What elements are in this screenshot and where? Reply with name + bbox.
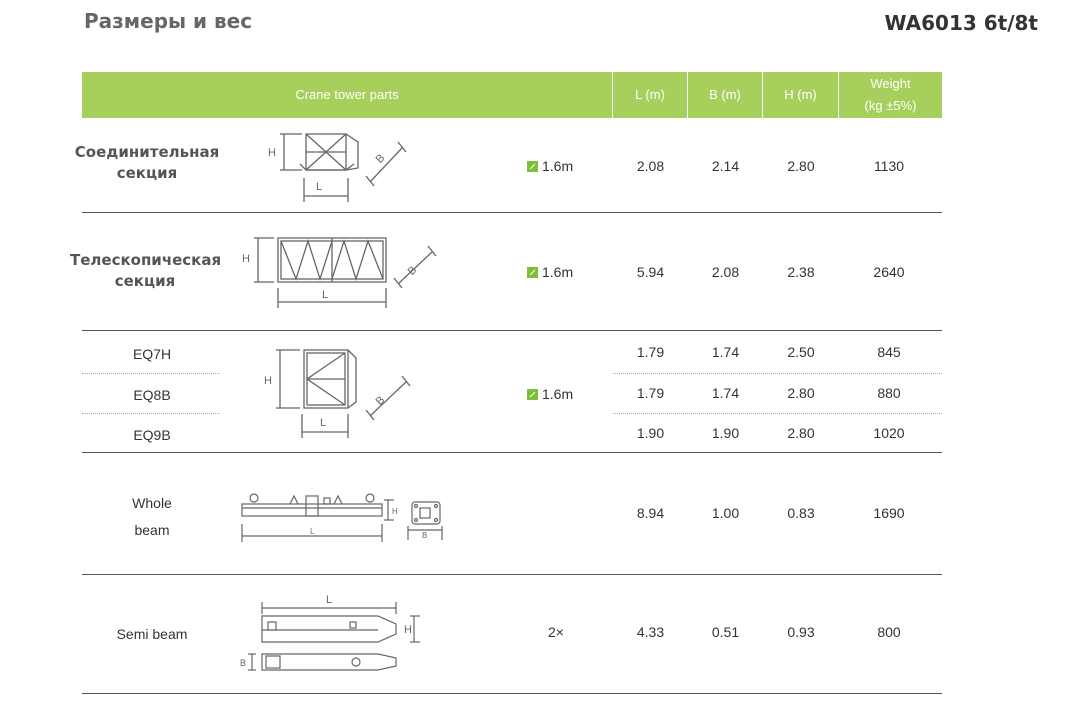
quantity-value: 1.6m	[542, 386, 574, 402]
quantity	[527, 158, 573, 174]
row-divider	[82, 693, 942, 694]
h-label: H	[404, 624, 412, 636]
quantity-icon	[527, 161, 538, 172]
b-label: B	[405, 264, 420, 278]
eq-section-drawing	[250, 344, 420, 440]
page-title: Размеры и вес	[84, 9, 253, 33]
cell-weight: 1130	[873, 158, 905, 174]
cell-b: 1.74	[711, 385, 740, 401]
b-label: B	[373, 152, 388, 166]
cell-b: 1.90	[711, 425, 740, 441]
cell-h: 2.80	[787, 425, 815, 441]
header-l: L (m)	[613, 72, 688, 118]
model-name: WA6013 6t/8t	[884, 11, 1038, 35]
b-label: B	[240, 658, 247, 668]
semi-beam-drawing	[238, 586, 428, 680]
quantity	[548, 624, 564, 640]
row-label: Semi beam	[116, 626, 188, 642]
row-subdivider	[82, 373, 220, 374]
row-label: EQ9B	[133, 427, 171, 443]
row-label-line2: beam	[134, 522, 170, 538]
connecting-section-drawing	[262, 124, 412, 208]
cell-l: 4.33	[636, 624, 665, 640]
row-subdivider	[613, 413, 942, 414]
b-label: B	[422, 531, 428, 540]
l-label: L	[316, 181, 323, 193]
cell-l: 1.79	[636, 385, 665, 401]
cell-h: 2.50	[787, 344, 815, 360]
header-parts: Crane tower parts	[82, 72, 613, 118]
l-label: L	[322, 289, 329, 301]
cell-l: 1.90	[636, 425, 665, 441]
row-label: EQ8B	[133, 387, 171, 403]
cell-b: 1.00	[711, 505, 740, 521]
cell-b: 2.14	[711, 158, 740, 174]
whole-beam-drawing	[236, 486, 472, 548]
cell-weight: 2640	[873, 264, 905, 280]
h-label: H	[392, 507, 398, 516]
cell-weight: 1690	[873, 505, 905, 521]
cell-weight: 845	[877, 344, 901, 360]
cell-b: 1.74	[711, 344, 740, 360]
quantity-icon	[527, 267, 538, 278]
row-divider	[82, 212, 942, 213]
l-label: L	[326, 594, 333, 606]
quantity	[527, 386, 573, 402]
row-label: Телескопическая секция	[70, 251, 222, 290]
cell-h: 2.80	[787, 385, 815, 401]
row-divider	[82, 330, 942, 331]
row-divider	[82, 452, 942, 453]
cell-b: 2.08	[711, 264, 740, 280]
cell-b: 0.51	[711, 624, 740, 640]
row-label	[82, 490, 222, 544]
row-label: Соединительная секция	[74, 143, 220, 182]
cell-h: 2.80	[787, 158, 815, 174]
h-label: H	[268, 147, 276, 159]
cell-l: 2.08	[636, 158, 665, 174]
telescopic-section-drawing	[236, 228, 446, 312]
l-label: L	[320, 417, 327, 429]
cell-h: 0.83	[787, 505, 815, 521]
row-subdivider	[613, 373, 942, 374]
quantity-value: 1.6m	[542, 158, 574, 174]
quantity-icon	[527, 389, 538, 400]
b-label: B	[373, 394, 388, 408]
cell-l: 8.94	[636, 505, 665, 521]
cell-h: 0.93	[787, 624, 815, 640]
row-label: EQ7H	[132, 346, 172, 362]
l-label: L	[310, 527, 315, 536]
row-subdivider	[82, 413, 220, 414]
quantity	[527, 264, 573, 280]
h-label: H	[242, 253, 250, 265]
row-label-line1: Whole	[132, 495, 172, 511]
cell-weight: 800	[877, 624, 901, 640]
header-weight-label: Weight	[870, 76, 911, 91]
header-h: H (m)	[763, 72, 839, 118]
h-label: H	[264, 375, 272, 387]
header-b: B (m)	[688, 72, 763, 118]
cell-l: 1.79	[636, 344, 665, 360]
quantity-value: 2×	[548, 624, 564, 640]
cell-l: 5.94	[636, 264, 665, 280]
row-divider	[82, 574, 942, 575]
quantity-value: 1.6m	[542, 264, 574, 280]
header-weight	[839, 72, 942, 118]
cell-h: 2.38	[787, 264, 815, 280]
cell-weight: 1020	[873, 425, 905, 441]
cell-weight: 880	[877, 385, 901, 401]
header-weight-unit: (kg ±5%)	[864, 98, 917, 113]
